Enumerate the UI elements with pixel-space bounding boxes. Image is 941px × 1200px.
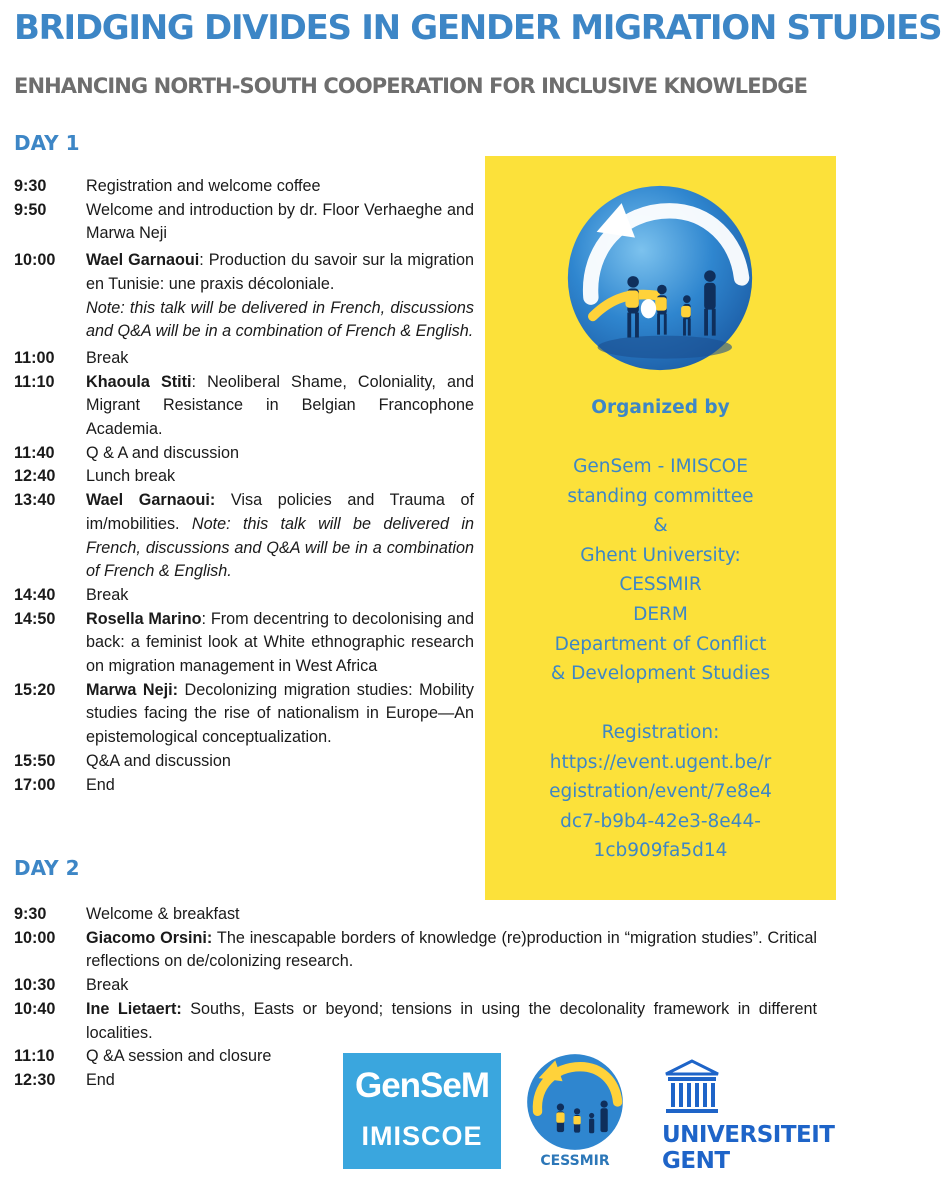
organizer-line: & xyxy=(653,515,668,537)
schedule-row xyxy=(14,679,474,750)
organizer-line: standing committee xyxy=(567,485,754,507)
session-time: 9:30 xyxy=(14,177,47,195)
ugent-logo-line2: GENT xyxy=(662,1148,730,1174)
session-text xyxy=(86,679,474,750)
session-time: 14:40 xyxy=(14,585,56,604)
session-text: Welcome & breakfast xyxy=(86,905,240,923)
session-text: Break xyxy=(86,976,129,995)
session-text: End xyxy=(86,1070,115,1089)
speaker-name: Giacomo Orsini: xyxy=(86,928,213,947)
registration-url[interactable]: dc7-b9b4-42e3-8e44- xyxy=(560,810,761,832)
session-time: 12:40 xyxy=(14,467,56,486)
schedule-row xyxy=(14,774,474,798)
talk-title: : From decentring to decolonising and back: a feminist look at White ethnographic research on migration management in West Africa xyxy=(86,609,474,676)
session-text: End xyxy=(86,775,115,794)
session-note: Note: this talk will be delivered in French, discussions and Q&A will be in a combination of French & English. xyxy=(86,298,474,341)
schedule-row xyxy=(14,750,474,774)
gensem-imiscoe-logo xyxy=(343,1053,501,1169)
speaker-name: Marwa Neji: xyxy=(86,680,178,699)
schedule-row xyxy=(14,608,474,679)
organized-by-heading: Organized by xyxy=(591,397,730,418)
speaker-name: Rosella Marino xyxy=(86,609,202,628)
organizer-line: CESSMIR xyxy=(619,574,702,596)
ugent-building-icon xyxy=(662,1058,722,1118)
session-text: Break xyxy=(86,348,129,367)
registration-url[interactable]: https://event.ugent.be/r xyxy=(549,751,772,773)
session-text xyxy=(86,608,474,679)
session-time: 15:20 xyxy=(14,680,56,699)
schedule-row xyxy=(14,442,474,466)
speaker-name: Khaoula Stiti xyxy=(86,372,192,391)
organizer-line: Ghent University: xyxy=(580,544,741,566)
registration-url[interactable]: 1cb909fa5d14 xyxy=(593,840,728,862)
speaker-name: Wael Garnaoui: xyxy=(86,491,216,510)
schedule-row xyxy=(14,489,474,584)
session-time: 10:30 xyxy=(14,976,56,995)
ugent-logo-line1: UNIVERSITEIT xyxy=(662,1122,835,1148)
speaker-name: Wael Garnaoui xyxy=(86,251,200,270)
talk-title: : Neoliberal Shame, Coloniality, and Migrant Resistance in Belgian Francophone Academia. xyxy=(86,372,474,439)
speaker-name: Ine Lietaert: xyxy=(86,999,182,1018)
organizer-line: DERM xyxy=(633,604,688,625)
session-note: Note: this talk will be delivered in French, discussions and Q&A will be in a combination of French & English. xyxy=(86,514,474,581)
session-time: 10:00 xyxy=(14,928,56,947)
session-text xyxy=(86,998,817,1045)
session-time: 12:30 xyxy=(14,1070,56,1089)
session-time: 17:00 xyxy=(14,775,56,794)
talk-title: The inescapable borders of knowledge (re)production in “migration studies”. Critical reflections on de/colonizing research. xyxy=(86,928,817,971)
talk-title: Decolonizing migration studies: Mobility studies facing the rise of nationalism in Europe—An epistemological conceptualization. xyxy=(86,680,474,747)
schedule-row xyxy=(14,903,817,927)
session-time: 9:50 xyxy=(14,200,47,219)
session-time: 15:50 xyxy=(14,751,56,770)
globe-migrants-illustration xyxy=(564,182,756,374)
schedule-row xyxy=(14,998,817,1045)
schedule-row xyxy=(14,249,474,344)
talk-title: Souths, Easts or beyond; tensions in using the decolonality framework in different localities. xyxy=(86,999,817,1042)
organizer-panel xyxy=(485,156,836,900)
day1-schedule xyxy=(14,175,474,797)
day2-heading: DAY 2 xyxy=(14,856,80,880)
session-text: Lunch break xyxy=(86,467,176,486)
session-time: 11:10 xyxy=(14,372,55,391)
registration-label: Registration: xyxy=(601,722,720,743)
session-time: 13:40 xyxy=(14,491,56,510)
session-text xyxy=(86,489,474,584)
session-text: Registration and welcome coffee xyxy=(86,177,321,195)
session-time: 10:40 xyxy=(14,999,56,1018)
schedule-row xyxy=(14,371,474,442)
session-text xyxy=(86,927,817,974)
registration-url[interactable]: egistration/event/7e8e4 xyxy=(549,781,772,803)
schedule-row xyxy=(14,974,817,998)
day1-heading: DAY 1 xyxy=(14,131,80,155)
session-text: Q & A and discussion xyxy=(86,443,239,462)
session-text xyxy=(86,371,474,442)
schedule-row xyxy=(14,347,474,371)
page-subtitle: ENHANCING NORTH-SOUTH COOPERATION FOR INCLUSIVE KNOWLEDGE xyxy=(14,74,808,98)
organizer-line: Department of Conflict xyxy=(554,633,767,655)
gensem-logo-text: GenSeM xyxy=(354,1066,490,1105)
session-time: 11:10 xyxy=(14,1047,55,1066)
session-time: 14:50 xyxy=(14,609,56,628)
session-text: Welcome and introduction by dr. Floor Verhaeghe and Marwa Neji xyxy=(86,200,474,243)
organizer-line: GenSem - IMISCOE xyxy=(573,456,748,477)
organizer-line: & Development Studies xyxy=(550,663,771,685)
cessmir-logo-text: CESSMIR xyxy=(540,1153,610,1169)
cessmir-globe-icon xyxy=(523,1050,627,1154)
session-text: Break xyxy=(86,585,129,604)
page-title: BRIDGING DIVIDES IN GENDER MIGRATION STUDIES xyxy=(14,8,941,48)
session-time: 11:40 xyxy=(14,443,55,462)
session-text xyxy=(86,249,474,296)
imiscoe-logo-text: IMISCOE xyxy=(361,1121,483,1151)
schedule-row xyxy=(14,199,474,246)
session-text: Q &A session and closure xyxy=(86,1047,272,1066)
schedule-row xyxy=(14,465,474,489)
ugent-logo xyxy=(660,1058,835,1178)
schedule-row xyxy=(14,175,474,199)
session-time: 9:30 xyxy=(14,905,47,923)
talk-title: Visa policies and Trauma of im/mobilities. xyxy=(86,491,474,533)
cessmir-logo xyxy=(513,1050,637,1180)
session-text: Q&A and discussion xyxy=(86,751,231,770)
session-time: 10:00 xyxy=(14,251,56,270)
talk-title: : Production du savoir sur la migration en Tunisie: une praxis décoloniale. xyxy=(86,251,474,293)
session-time: 11:00 xyxy=(14,348,55,367)
schedule-row xyxy=(14,584,474,608)
schedule-row xyxy=(14,927,817,974)
